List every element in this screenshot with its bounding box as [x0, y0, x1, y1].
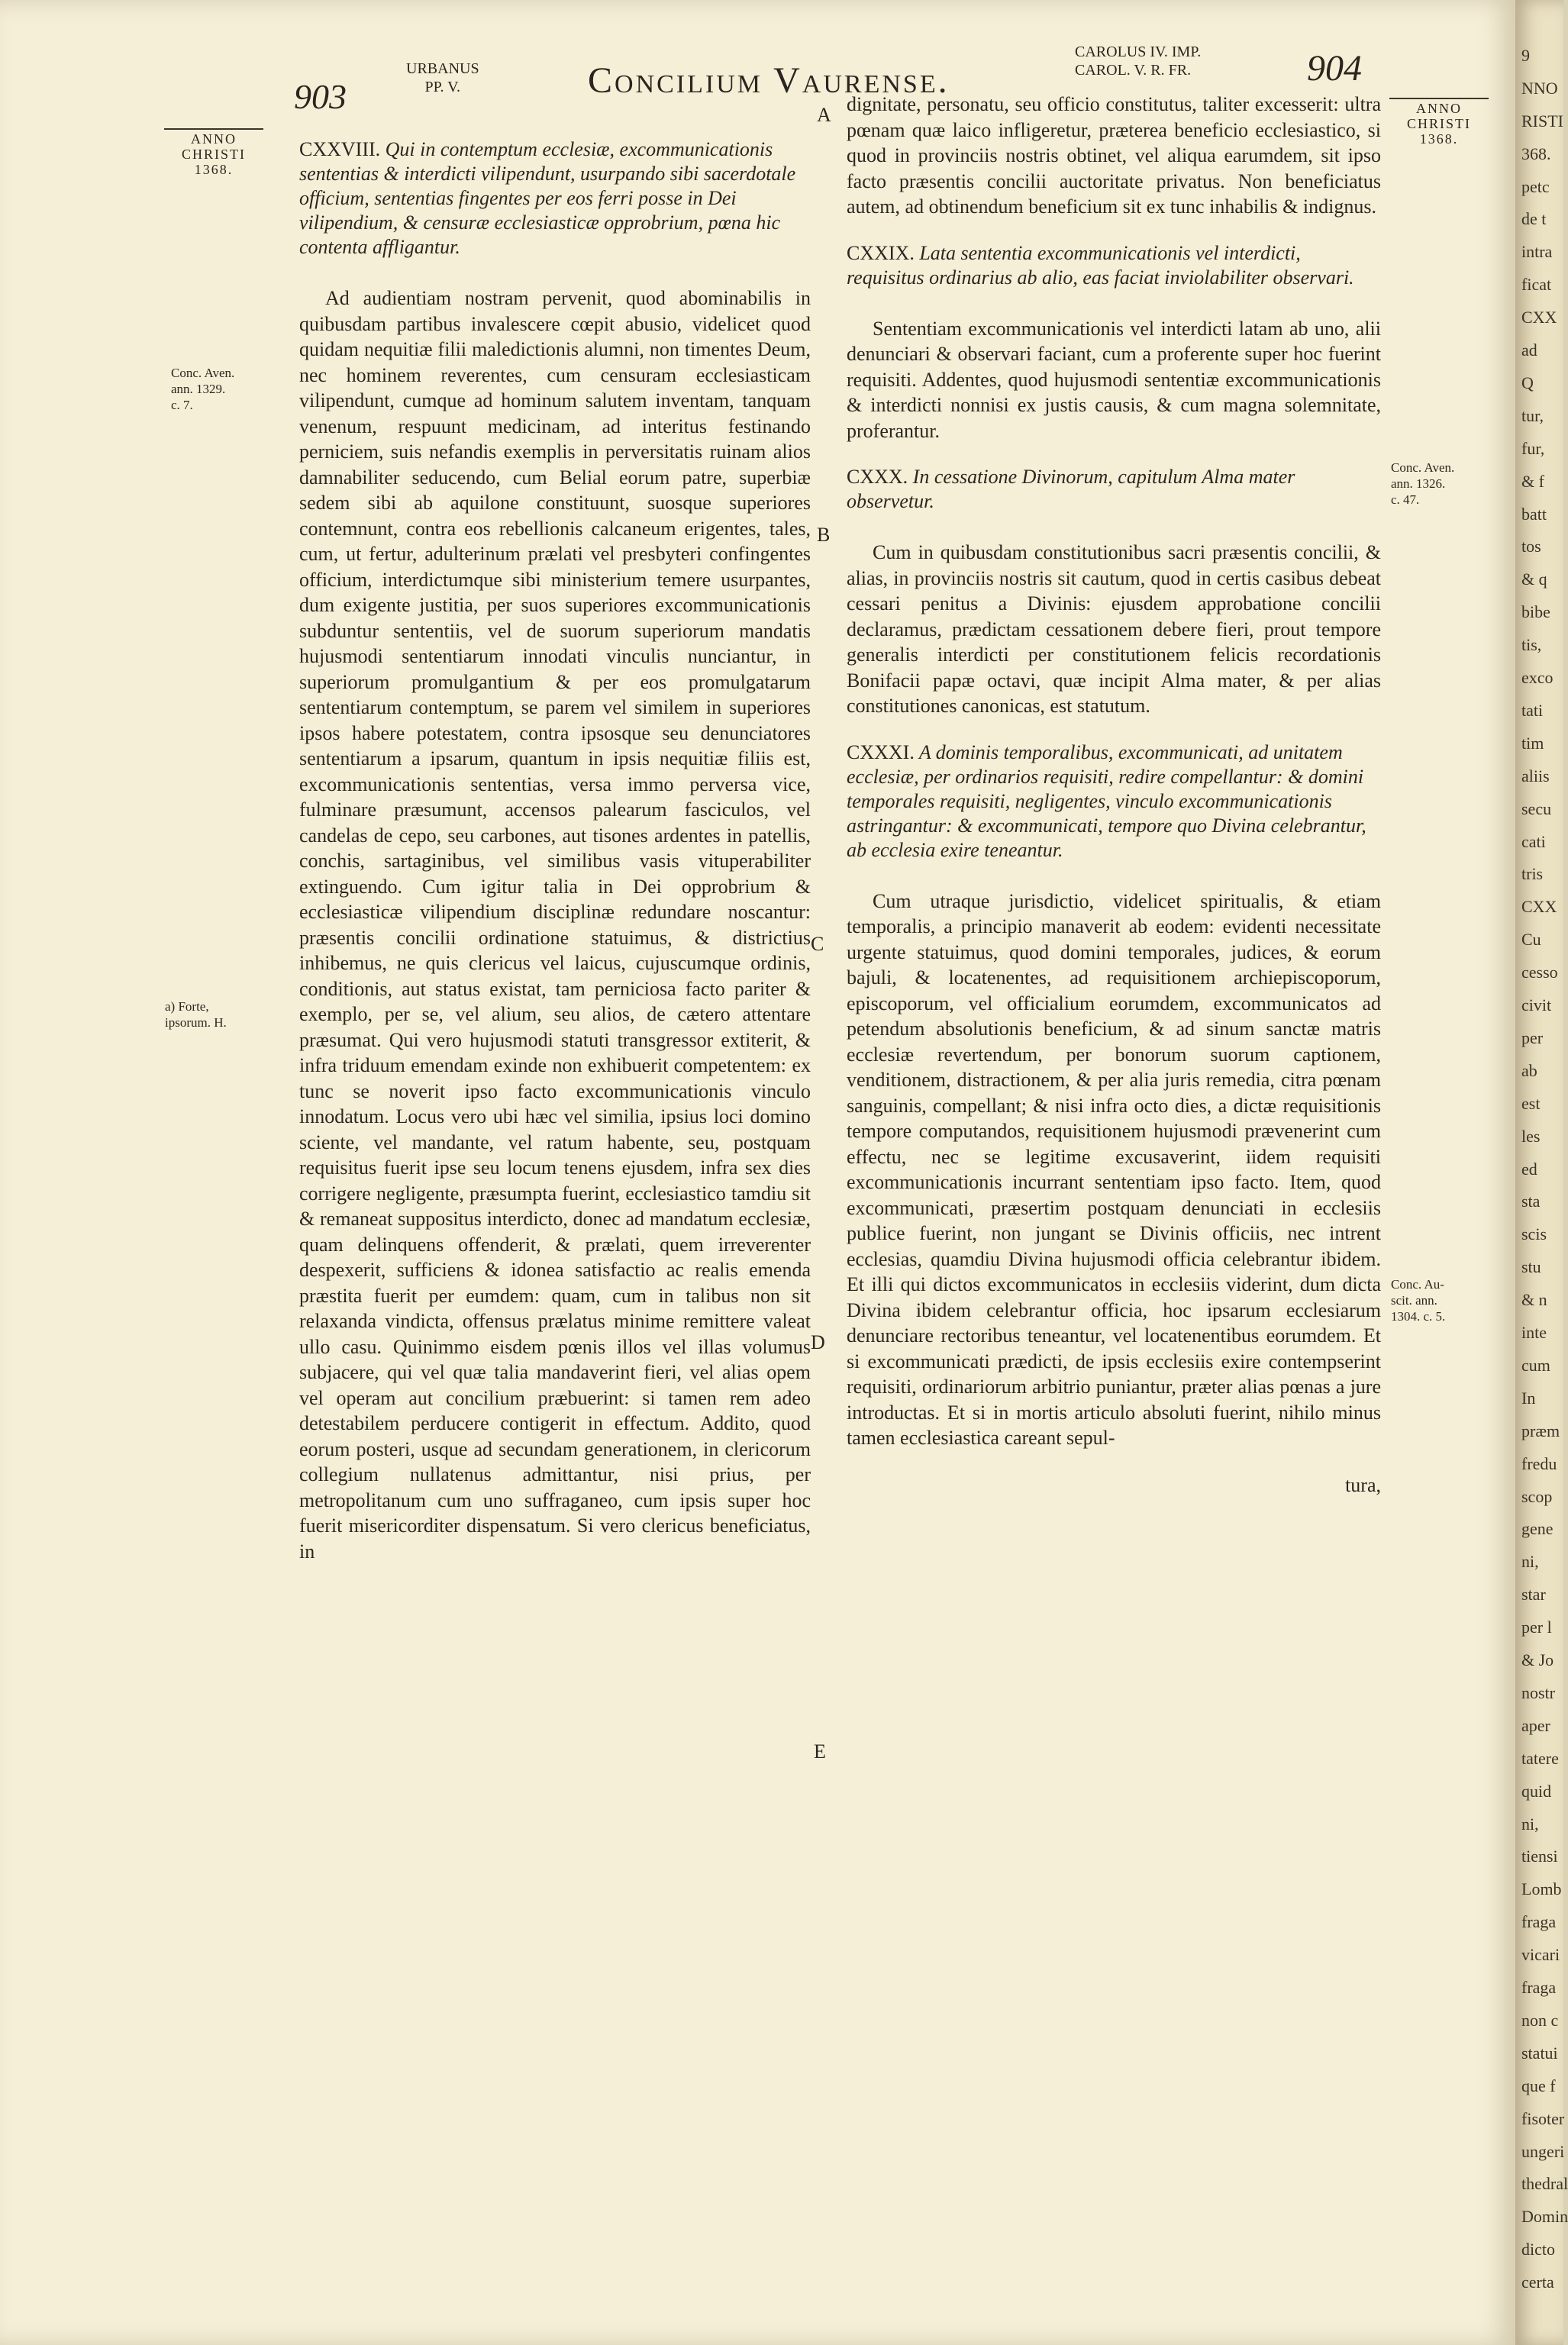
section-letter-e: E	[814, 1740, 826, 1763]
pope-name: URBANUS	[406, 60, 479, 77]
adjacent-page-fragment: civit	[1521, 995, 1552, 1015]
adjacent-page-fragment: cati	[1521, 831, 1546, 851]
adjacent-page-fragment: statui	[1521, 2043, 1558, 2063]
adjacent-page-fragment: les	[1521, 1126, 1541, 1146]
adjacent-page-fragment: cesso	[1521, 963, 1558, 982]
page-title: Concilium Vaurense.	[588, 60, 950, 101]
year-number: 1368.	[1419, 131, 1459, 147]
adjacent-page-fragment: 368.	[1521, 144, 1551, 163]
margin-note-conc-aven-1326: Conc. Aven. ann. 1326. c. 47.	[1391, 460, 1455, 507]
adjacent-page-fragment: stu	[1521, 1257, 1541, 1277]
year-rule-left	[164, 128, 263, 130]
right-text-column	[847, 92, 1381, 1498]
canon-number: CXXX.	[847, 466, 908, 488]
adjacent-page-fragment: vicari	[1521, 1945, 1560, 1965]
adjacent-page-fragment: ni,	[1521, 1814, 1539, 1834]
year-rule-right	[1389, 98, 1489, 99]
adjacent-page-fragment: Domin	[1521, 2207, 1568, 2227]
catchword: tura,	[1345, 1473, 1381, 1496]
adjacent-page-fragment: nostr	[1521, 1682, 1555, 1702]
year-box-left	[164, 131, 263, 177]
adjacent-page-fragment: secu	[1521, 798, 1552, 818]
adjacent-page-fragment: quid	[1521, 1781, 1552, 1801]
adjacent-page-fragment: RISTI	[1521, 111, 1563, 131]
canon-128-continuation: dignitate, personatu, seu officio constitutus, taliter excesserit: ultra pœnam quæ laico infligeretur, præterea beneficio ecclesiastico, si quod in provinciis nostris obtinet, vel aliqua earumdem, sit ipso facto præsentis concilii auctoritate privatus. Non beneficiatus autem, ad obtinendum beneficium sit ex tunc inhabilis & indignus.	[847, 93, 1381, 218]
adjacent-page-fragment: tati	[1521, 700, 1544, 720]
adjacent-page-fragment: aliis	[1521, 766, 1550, 785]
adjacent-page-fragment: tiensi	[1521, 1847, 1558, 1866]
canon-number: CXXIX.	[847, 241, 915, 264]
canon-title: Qui in contemptum ecclesiæ, excommunicationis sententias & interdicti vilipendunt, usurpando sibi sacerdotale officium, sententias fingentes per eos ferri posse in Dei vilipendium, & censuræ ecclesiasticæ opprobrium, pœna hic contenta affligantur.	[299, 138, 796, 258]
adjacent-page-fragment: star	[1521, 1585, 1546, 1605]
adjacent-page-fragment: per	[1521, 1027, 1544, 1047]
margin-note-forte: a) Forte, ipsorum. H.	[165, 999, 227, 1030]
adjacent-page-fragment: tim	[1521, 733, 1544, 753]
adjacent-page-fragment: CXX	[1521, 897, 1557, 917]
canon-129-rubric	[847, 241, 1381, 290]
pope-number: PP. V.	[424, 79, 461, 95]
adjacent-page-fragment: cum	[1521, 1355, 1550, 1375]
left-page-number: 903	[294, 77, 347, 116]
canon-title: Lata sententia excommunicationis vel interdicti, requisitus ordinarius ab alio, eas faciat inviolabiliter observari.	[847, 241, 1354, 289]
adjacent-page-fragment: bibe	[1521, 602, 1550, 622]
canon-128-text: Ad audientiam nostram pervenit, quod abominabilis in quibusdam partibus invalescere cœpit abusio, videlicet quod quidam nequitiæ filii maledictionis alumni, non timentes Deum, nec hominem reverentes, cum censuram ecclesiasticam vilipendunt, cumque ad hominum salutem inventam, tanquam venenum, respuunt medicinam, ad interitus festinando perniciem, suis nefandis exemplis in perversitatis ruinam alios damnabiliter seducendo, cum Belial eorum patre, superbiæ sedem sibi ab aquilone constituunt, suosque superiores contemnunt, contra eos rebellionis calcaneum erigentes, tales, cum, ut fertur, adulterinum prælati vel presbyteri confingentes officium, interdictumque sibi ministerium temere usurpantes, dum exigente justitia, per suos superiores excommunicationis subduntur sententiis, vel de suorum superiorum mandatis hujusmodi sententiarum innodati vinculis nunciantur, in superiorum promulgantium & per eos promulgatarum sententiarum contemptum, se parem vel similem in superiores ipsos habere potestatem, contra ipsosque seu denunciatores sententiarum a ipsarum, quantum in ipsis nequitiæ filiis est, excommunicationis sententias, versa immo perversa vice, fulminare præsumunt, accensos palearum fasciculos, vel candelas de cepo, seu carbones, aut tisones ardentes in patellis, conchis, sartaginibus, vel similibus vasis vituperabiliter extinguendo. Cum igitur talia in Dei opprobrium & ecclesiasticæ vilipendium disciplinæ redundare noscantur: præsentis concilii ordinatione statuimus, & districtius inhibemus, ne quis clericus vel laicus, cujuscumque ordinis, conditionis, aut status existat, tam perniciosa facto pariter & exemplo, per se, vel alium, seu alios, de cætero attentare præsumat. Qui vero hujusmodi statuti transgressor extiterit, & infra triduum emendam exinde non exhibuerit competentem: ex tunc se noverit ipso facto excommunicationis vinculo innodatum. Locus vero ubi hæc vel similia, ipsius loci domino sciente, vel mandante, vel ratum habente, seu, postquam requisitus fuerit ipse seu locum tenens ejusdem, infra sex dies corrigere negligente, præsumpta fuerint, ecclesiastico tamdiu sit & remaneat suppositus interdicto, donec ad mandatum ecclesiæ, quam delinquens offenderit, & prælati, quem irreverenter despexerit, sufficiens & idonea satisfactio ac realis emenda præstita fuerit per eumdem: quam, cum in talibus non sit relaxanda vindicta, offensus prælatus minime remittere valeat ullo casu. Quinimmo eisdem pœnis illos vel illas volumus subjacere, qui vel quæ talia mandaverint fieri, vel alias opem vel operam aut concilium præbuerint: si tamen rem adeo detestabilem perducere contigerit in effectum. Addito, quod eorum posteri, usque ad secundam generationem, in clericorum collegium nullatenus admittantur, nisi prius, per metropolitanum cum uno suffraganeo, cum ipsis super hoc fuerit misericorditer dispensatum. Si vero clericus beneficiatus, in	[299, 287, 811, 1563]
canon-128-rubric	[299, 137, 811, 260]
adjacent-page-fragment: fisoter	[1521, 2108, 1565, 2128]
adjacent-page-fragment: In	[1521, 1388, 1536, 1408]
adjacent-page-fragment: Lomb	[1521, 1879, 1562, 1899]
adjacent-page-fragment: ab	[1521, 1060, 1537, 1080]
canon-title: A dominis temporalibus, excommunicati, ad unitatem ecclesiæ, per ordinarios requisiti, redire compellantur: & domini temporales requisiti, negligentes, vinculo excommunicationis astringantur: & excommunicati, tempore quo Divina celebrantur, ab ecclesia exire teneantur.	[847, 740, 1366, 861]
adjacent-page-fragment: fraga	[1521, 1978, 1557, 1997]
adjacent-page-fragment: tos	[1521, 537, 1541, 556]
adjacent-page-fragment: gene	[1521, 1519, 1553, 1539]
year-number: 1368.	[194, 162, 234, 177]
king-name: CAROL. V. R. FR.	[1075, 62, 1192, 79]
adjacent-page-fragment: 9	[1521, 46, 1530, 65]
adjacent-page-fragment: dicto	[1521, 2240, 1555, 2260]
adjacent-page-fragment: batt	[1521, 504, 1547, 524]
right-running-header	[1075, 43, 1201, 79]
adjacent-page-fragment: & Jo	[1521, 1650, 1554, 1670]
year-anno: ANNO	[191, 131, 237, 147]
adjacent-page-fragment: Cu	[1521, 930, 1541, 950]
adjacent-page-fragment: fraga	[1521, 1912, 1557, 1932]
adjacent-page-fragment: & f	[1521, 471, 1544, 491]
left-running-header	[406, 60, 479, 96]
adjacent-page-fragment: que f	[1521, 2076, 1556, 2095]
adjacent-page-fragment: ni,	[1521, 1552, 1539, 1572]
adjacent-page-fragment: præm	[1521, 1421, 1560, 1440]
right-page-number: 904	[1307, 48, 1362, 89]
margin-note-conc-aven-1329: Conc. Aven. ann. 1329. c. 7.	[171, 366, 235, 412]
adjacent-page-fragment: ficat	[1521, 275, 1552, 295]
adjacent-page-fragment: per l	[1521, 1618, 1552, 1637]
adjacent-page-fragment: scop	[1521, 1486, 1553, 1506]
year-anno: ANNO	[1416, 101, 1462, 116]
canon-number: CXXXI.	[847, 740, 915, 763]
year-christi: CHRISTI	[1406, 116, 1471, 131]
canon-title: In cessatione Divinorum, capitulum Alma mater observetur.	[847, 466, 1295, 512]
adjacent-page-fragment: non c	[1521, 2010, 1559, 2030]
adjacent-page-fragment: tis,	[1521, 635, 1542, 655]
left-text-column	[299, 137, 811, 1585]
adjacent-page-fragment: est	[1521, 1093, 1541, 1113]
adjacent-page-fragment: tur,	[1521, 405, 1544, 425]
adjacent-page-fragment: fredu	[1521, 1453, 1557, 1473]
canon-131-rubric	[847, 740, 1381, 863]
adjacent-page-fragment: certa	[1521, 2272, 1554, 2292]
adjacent-page-fragment: inte	[1521, 1323, 1547, 1343]
year-box-right	[1389, 101, 1489, 147]
adjacent-page-fragment: fur,	[1521, 438, 1545, 458]
adjacent-page-fragment: tatere	[1521, 1748, 1559, 1768]
section-letter-c: C	[811, 933, 824, 955]
adjacent-page-fragment: Q	[1521, 373, 1534, 392]
section-letter-d: D	[811, 1331, 825, 1353]
adjacent-page-fragment: thedral	[1521, 2174, 1568, 2194]
adjacent-page-fragment: de t	[1521, 209, 1547, 229]
adjacent-page-fragment: ed	[1521, 1159, 1537, 1179]
canon-129-text: Sententiam excommunicationis vel interdicti latam ab uno, alii denunciari & observari faciant, cum a proferente super hoc fuerint requisiti. Addentes, quod hujusmodi sententiæ excommunicationis & interdicti nonnisi ex justis causis, & cum magna solemnitate, proferantur.	[847, 317, 1381, 442]
adjacent-page-fragment: petc	[1521, 176, 1550, 196]
canon-130-rubric	[847, 465, 1381, 514]
margin-note-conc-auscit-1304: Conc. Au- scit. ann. 1304. c. 5.	[1391, 1277, 1446, 1324]
section-letter-a: A	[817, 104, 831, 126]
year-christi: CHRISTI	[181, 147, 246, 162]
adjacent-page-fragment: & n	[1521, 1290, 1547, 1310]
canon-130-text: Cum in quibusdam constitutionibus sacri præsentis concilii, & alias, in provinciis nostris sit cautum, quod in certis casibus debeat cessari penitus a Divinis: ejusdem approbatione concilii declaramus, prædictam cessationem debere fieri, prout tempore generalis interdicti per constitutionem felicis recordationis Bonifacii papæ octavi, quæ incipit Alma mater, & per alias constitutiones canonicas, est statutum.	[847, 541, 1381, 717]
adjacent-page-fragment: scis	[1521, 1224, 1547, 1244]
adjacent-page-fragment: intra	[1521, 242, 1553, 262]
emperor-name: CAROLUS IV. IMP.	[1075, 44, 1202, 60]
adjacent-page-fragment: sta	[1521, 1192, 1541, 1211]
adjacent-page-edge	[1515, 0, 1568, 2345]
adjacent-page-fragment: ungeri	[1521, 2141, 1565, 2161]
adjacent-page-fragment: exco	[1521, 668, 1553, 688]
adjacent-page-fragment: NNO	[1521, 78, 1558, 98]
adjacent-page-fragment: & q	[1521, 569, 1547, 589]
adjacent-page-fragment: tris	[1521, 864, 1544, 884]
canon-131-text: Cum utraque jurisdictio, videlicet spiritualis, & etiam temporalis, a principio manaverit ab eodem: evidenti necessitate urgente statuimus, quod domini temporales, judices, & eorum bajuli, & locatenentes, ad requisitionem archiepiscoporum, episcoporum, vel officialium eorumdem, excommunicatos ad petendum absolutionis beneficium, & ad sinum sanctæ matris ecclesiæ revertendum, per bonorum suorum captionem, venditionem, distractionem, & per alia juris remedia, citra pœnam sanguinis, compellant; & nisi infra octo dies, a dictæ requisitionis tempore computandos, requisitionem hujusmodi prævenerint cum effectu, nec se legitime excusaverint, iidem requisiti excommunicationis incurrant sententiam ipso facto. Item, quod excommunicati, præsertim postquam denunciati in ecclesiis publice fuerint, non jungant se Divinis officiis, nec intrent ecclesias, quamdiu Divina hujusmodi officia celebrantur ibidem. Et illi qui dictos excommunicatos in ecclesiis viderint, dum dicta Divina ibidem celebrantur officia, hoc ipsarum ecclesiarum denunciare rectoribus teneantur, vel locatenentibus eorumdem. Et si excommunicati prædicti, de ipsis ecclesiis exire contempserint requisiti, ordinariorum arbitrio puniantur, præter alias pœnas a jure introductas. Et si in mortis articulo absoluti fuerint, nihilo minus tamen ecclesiastica careant sepul-	[847, 889, 1381, 1449]
adjacent-page-fragment: aper	[1521, 1715, 1550, 1735]
adjacent-page-fragment: CXX	[1521, 308, 1557, 327]
canon-number: CXXVIII.	[299, 138, 381, 160]
adjacent-page-fragment: ad	[1521, 340, 1537, 360]
section-letter-b: B	[817, 524, 831, 546]
